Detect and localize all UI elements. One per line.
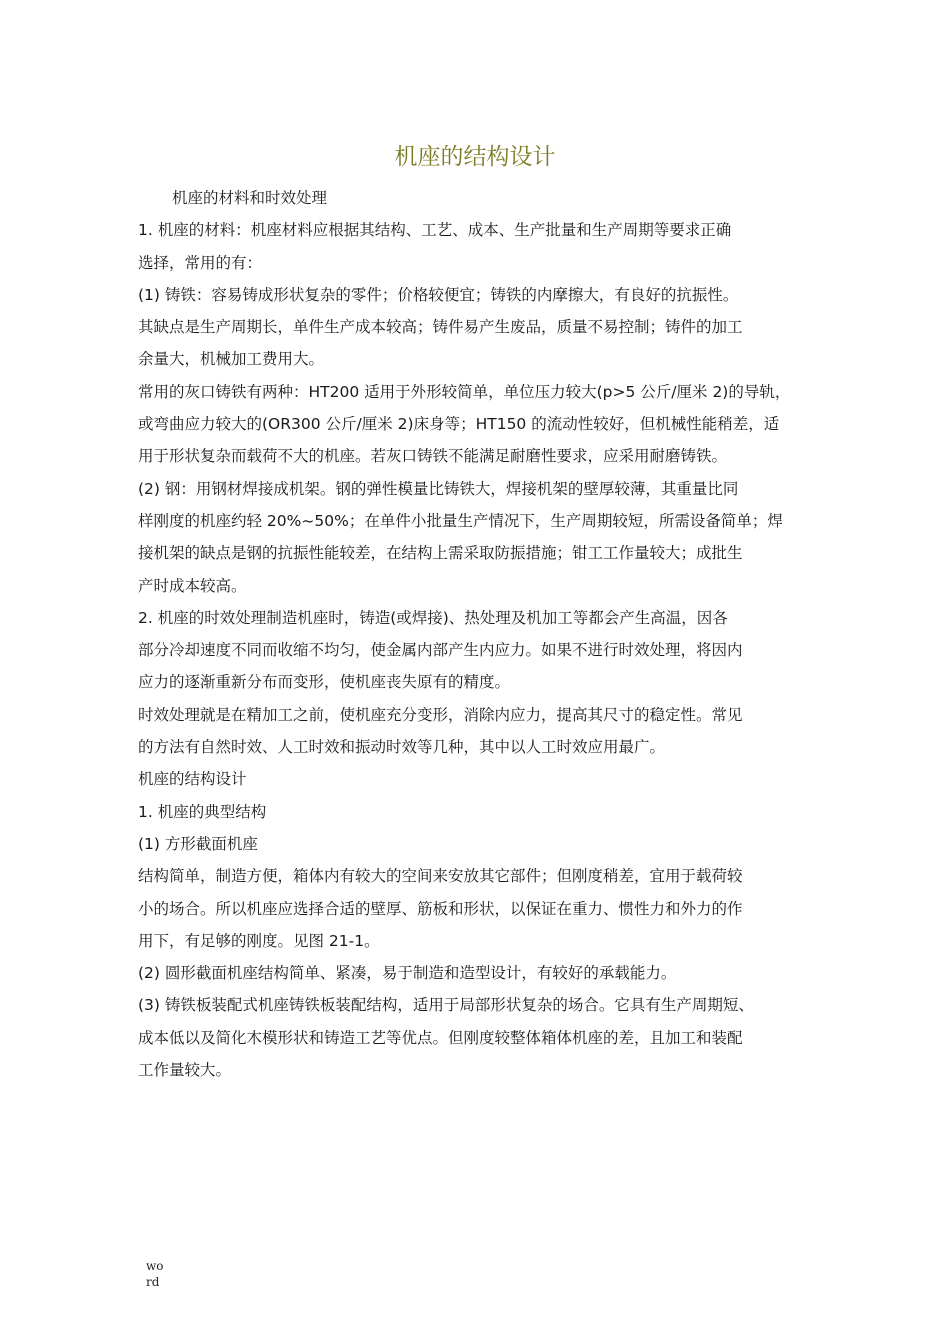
text-line: 选择，常用的有：: [138, 253, 263, 272]
text-line: (2) 圆形截面机座结构简单、紧凑，易于制造和造型设计，有较好的承载能力。: [138, 964, 677, 983]
page-title: 机座的结构设计: [394, 144, 556, 170]
text-line: 1. 机座的材料：机座材料应根据其结构、工艺、成本、生产批量和生产周期等要求正确: [138, 221, 732, 240]
text-line: 常用的灰口铸铁有两种：HT200 适用于外形较简单，单位压力较大(p>5 公斤/厘米 2)的导轨，: [138, 382, 791, 401]
text-line: 小的场合。所以机座应选择合适的壁厚、筋板和形状，以保证在重力、惯性力和外力的作: [138, 899, 743, 918]
text-line: 机座的结构设计: [138, 770, 247, 789]
footer-line: wo: [146, 1259, 164, 1273]
text-line: 样刚度的机座约轻 20%~50%；在单件小批量生产情况下，生产周期较短，所需设备简单；焊: [138, 511, 783, 530]
text-line: 用下，有足够的刚度。见图 21-1。: [138, 931, 380, 950]
text-line: 2. 机座的时效处理制造机座时，铸造(或焊接)、热处理及机加工等都会产生高温，因各: [138, 608, 728, 627]
text-line: (2) 钢：用钢材焊接成机架。钢的弹性模量比铸铁大，焊接机架的壁厚较薄，其重量比同: [138, 479, 739, 498]
text-line: 其缺点是生产周期长，单件生产成本较高；铸件易产生废品，质量不易控制；铸件的加工: [138, 318, 743, 337]
text-line: 时效处理就是在精加工之前，使机座充分变形，消除内应力，提高其尺寸的稳定性。常见: [138, 705, 743, 724]
text-line: 接机架的缺点是钢的抗振性能较差，在结构上需采取防振措施；钳工工作量较大；成批生: [138, 544, 743, 563]
text-line: 的方法有自然时效、人工时效和振动时效等几种，其中以人工时效应用最广。: [138, 738, 666, 757]
text-line: 机座的材料和时效处理: [172, 189, 328, 207]
text-line: 1. 机座的典型结构: [138, 802, 267, 821]
text-line: 用于形状复杂而载荷不大的机座。若灰口铸铁不能满足耐磨性要求，应采用耐磨铸铁。: [138, 447, 728, 466]
text-line: 余量大，机械加工费用大。: [138, 350, 325, 369]
text-line: (3) 铸铁板装配式机座铸铁板装配结构，适用于局部形状复杂的场合。它具有生产周期短、: [138, 996, 754, 1015]
text-line: 成本低以及简化木模形状和铸造工艺等优点。但刚度较整体箱体机座的差，且加工和装配: [138, 1028, 743, 1047]
text-line: 工作量较大。: [138, 1061, 232, 1080]
footer-label: [146, 1258, 164, 1290]
text-line: 产时成本较高。: [138, 576, 247, 595]
footer-line: rd: [146, 1275, 160, 1289]
text-line: 部分冷却速度不同而收缩不均匀，使金属内部产生内应力。如果不进行时效处理，将因内: [138, 641, 743, 660]
body-text: [138, 182, 828, 1086]
text-line: 结构简单，制造方便，箱体内有较大的空间来安放其它部件；但刚度稍差，宜用于载荷较: [138, 867, 743, 886]
text-line: (1) 方形截面机座: [138, 834, 258, 853]
text-line: 应力的逐渐重新分布而变形，使机座丧失原有的精度。: [138, 673, 511, 692]
text-line: (1) 铸铁：容易铸成形状复杂的零件；价格较便宜；铸铁的内摩擦大，有良好的抗振性。: [138, 285, 739, 304]
text-line: 或弯曲应力较大的(OR300 公斤/厘米 2)床身等；HT150 的流动性较好，但机械性能稍差，适: [138, 415, 780, 434]
